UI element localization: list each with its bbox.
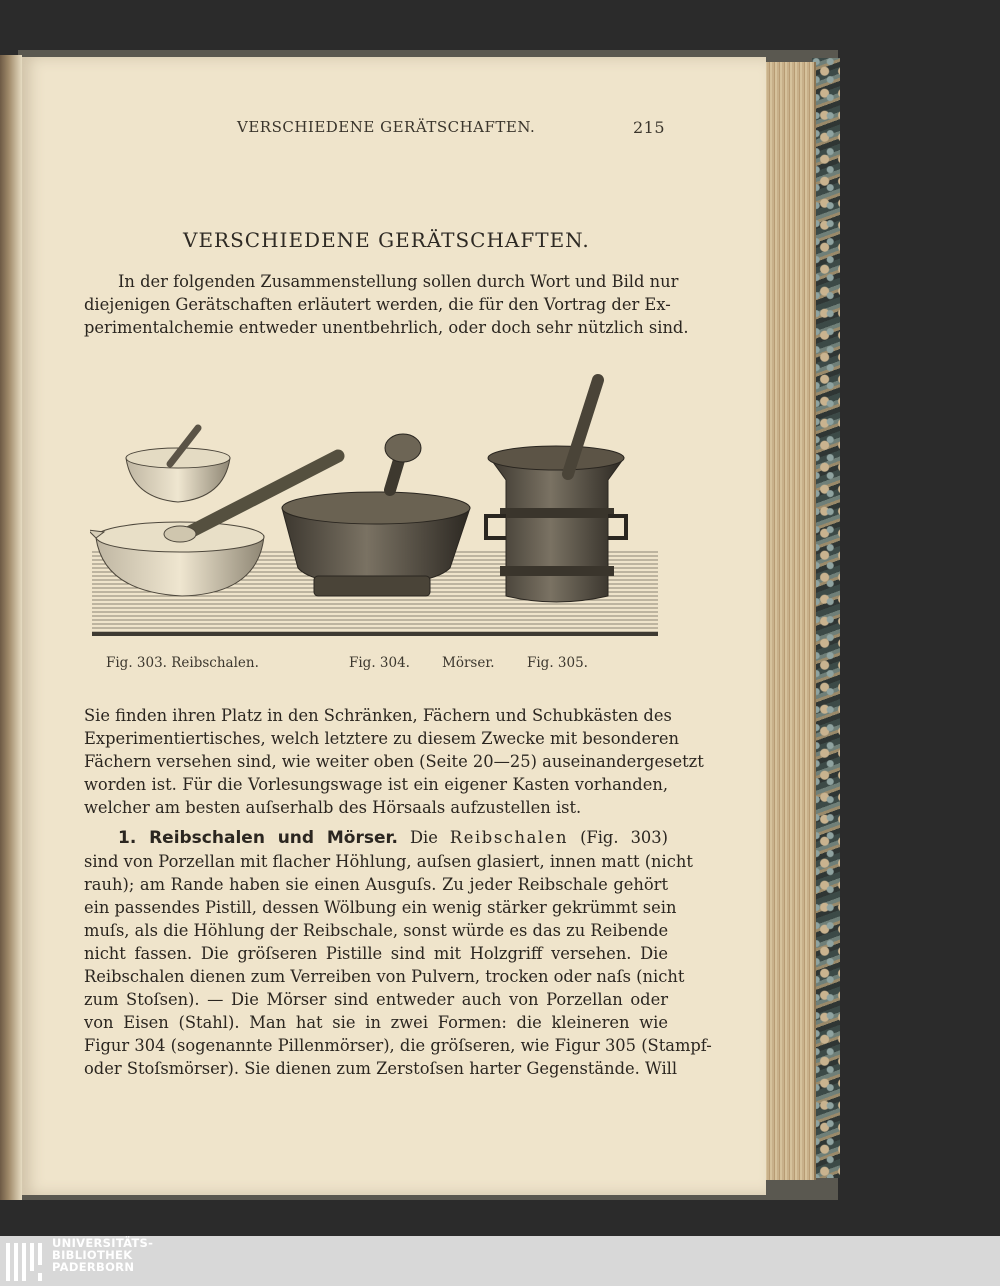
running-head-title: VERSCHIEDENE GERÄTSCHAFTEN. [237, 118, 536, 136]
caption-fig-305: Fig. 305. [527, 655, 588, 671]
text-line: oder Stoſsmörser). Sie dienen zum Zerstoſsen harter Gegenstände. Will [84, 1059, 678, 1078]
library-name-line: UNIVERSITÄTS- [52, 1236, 154, 1250]
library-name-line: BIBLIOTHEK [52, 1248, 133, 1262]
mortar-illustration [90, 370, 660, 640]
text-line: sind von Porzellan mit flacher Höhlung, auſsen glasiert, innen matt (nicht [84, 852, 693, 871]
spaced-term: Reibschalen [449, 828, 569, 847]
library-name-line: PADERBORN [52, 1260, 135, 1274]
text-line: von Eisen (Stahl). Man hat sie in zwei Formen: die kleineren wie [84, 1013, 668, 1032]
section-heading: 1. Reibschalen und Mörser. [118, 828, 398, 848]
section-first-line [84, 826, 668, 850]
text-line: In der folgenden Zusammenstellung sollen durch Wort und Bild nur [118, 272, 679, 291]
chapter-title: VERSCHIEDENE GERÄTSCHAFTEN. [183, 228, 590, 252]
text-line: worden ist. Für die Vorlesungswage ist ein eigener Kasten vorhanden, [84, 775, 668, 794]
text-line: ein passendes Pistill, dessen Wölbung ein wenig stärker gekrümmt sein [84, 898, 677, 917]
text-line: rauh); am Rande haben sie einen Ausguſs. Zu jeder Reibschale gehört [84, 875, 668, 894]
text-line: Fächern versehen sind, wie weiter oben (Seite 20—25) auseinandergesetzt [84, 752, 704, 771]
text-line: nicht fassen. Die gröſseren Pistille sind mit Holzgriff versehen. Die [84, 944, 668, 963]
second-paragraph [84, 704, 704, 819]
text-line: muſs, als die Höhlung der Reibschale, sonst würde es das zu Reibende [84, 921, 669, 940]
small-mortar-dish [126, 428, 230, 502]
text-line: Figur 304 (sogenannte Pillenmörser), die gröſseren, wie Figur 305 (Stampf- [84, 1036, 712, 1055]
text-line: Experimentiertisches, welch letztere zu diesem Zwecke mit besonderen [84, 729, 679, 748]
text-run: (Fig. 303) [568, 828, 668, 847]
text-line: welcher am besten auſserhalb des Hörsaals aufzustellen ist. [84, 798, 582, 817]
page-stack-edge [762, 62, 816, 1180]
left-page-edge [0, 55, 22, 1200]
caption-moerser: Mörser. [442, 655, 495, 671]
caption-fig-304: Fig. 304. [349, 655, 410, 671]
pill-mortar [282, 434, 470, 596]
text-line: diejenigen Gerätschaften erläutert werden, die für den Vortrag der Ex- [84, 295, 671, 314]
marbled-edge [812, 58, 840, 1178]
section-paragraph [84, 826, 712, 1080]
page-number: 215 [632, 118, 665, 137]
library-logo-icon [4, 1239, 44, 1283]
text-line: Reibschalen dienen zum Verreiben von Pulvern, trocken oder naſs (nicht [84, 967, 685, 986]
library-name [52, 1237, 153, 1273]
stamp-mortar [486, 380, 626, 602]
intro-paragraph [84, 270, 689, 339]
text-line: zum Stoſsen). — Die Mörser sind entweder auch von Porzellan oder [84, 990, 668, 1009]
caption-fig-303: Fig. 303. Reibschalen. [106, 655, 259, 671]
text-run: Die [409, 828, 450, 847]
text-line: perimentalchemie entweder unentbehrlich, oder doch sehr nützlich sind. [84, 318, 689, 337]
text-line: Sie finden ihren Platz in den Schränken, Fächern und Schubkästen des [84, 706, 672, 725]
